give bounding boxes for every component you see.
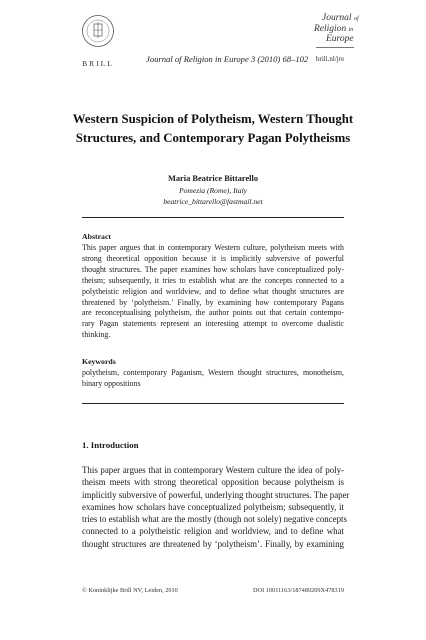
divider-top [82, 217, 344, 218]
introduction-line: theism meets with strong theoretical opposition because polytheism is [82, 477, 344, 488]
journal-logo [312, 14, 366, 47]
abstract-heading: Abstract [82, 232, 112, 241]
abstract-line: This paper argues that in contemporary Western culture, polytheism meets with [82, 243, 344, 252]
abstract-line: theism; subsequently, it tries to establish what are the concepts connected to a [82, 275, 344, 285]
abstract-line: thought structures. The paper examines how scholars have conceptualized poly- [82, 264, 344, 274]
introduction-body [82, 464, 350, 550]
title-line-2: Structures, and Contemporary Pagan Polytheisms [75, 130, 351, 145]
brill-seal-icon [81, 14, 115, 48]
author-email[interactable]: beatrice_bittarello@fastmail.net [163, 196, 263, 206]
copyright-notice: © Koninklijke Brill NV, Leiden, 2010 [82, 587, 178, 594]
article-title [40, 110, 386, 147]
journal-logo-line1: Journal [322, 13, 352, 23]
abstract-body [82, 243, 344, 341]
keywords-heading: Keywords [82, 357, 116, 366]
doi-reference: DOI 10011163/187489209X478319 [252, 587, 344, 594]
keywords-body [82, 368, 344, 390]
journal-logo-line3: Europe [326, 34, 354, 44]
publisher-url: brill.nl/jre [316, 55, 345, 63]
title-line-1: Western Suspicion of Polytheism, Western Thought [72, 112, 354, 126]
abstract-line: are reconceptualising polytheism, the author points out that certain contempo- [82, 308, 344, 318]
divider-bottom [82, 403, 344, 404]
abstract-line: rary Pagan statements represent an interesting attempt to overcome dualistic [82, 319, 344, 329]
journal-logo-in: in [348, 26, 354, 33]
author-name: Maria Beatrice Bittarello [167, 174, 259, 183]
abstract-line: thinking. [82, 330, 111, 340]
logo-divider [316, 47, 354, 48]
brill-logo [76, 14, 120, 68]
introduction-line: tries to establish what are the mostly (though not solely) negative concepts [82, 514, 347, 525]
introduction-line: implicitly subversive of powerful, underlying thought structures. The paper [82, 489, 350, 500]
author-affiliation [40, 186, 386, 207]
journal-logo-of: of [353, 16, 359, 22]
keywords-line: polytheism, contemporary Paganism, Western thought structures, monotheism, [82, 368, 344, 377]
introduction-line: connected to a polytheistic religion and worldview, and to define what [82, 526, 344, 537]
abstract-line: threatened by ‘polytheism.’ Finally, by examining how contemporary Pagans [82, 297, 344, 307]
introduction-heading: 1. Introduction [82, 440, 139, 450]
publisher-name: BRILL [82, 59, 114, 68]
journal-logo-line2: Religion [314, 23, 347, 34]
journal-citation: Journal of Religion in Europe 3 (2010) 68–102 [146, 54, 309, 64]
introduction-line: This paper argues that in contemporary Western culture the idea of poly- [82, 465, 344, 475]
abstract-line: strong theoretical opposition because it is implicitly subversive of powerful [82, 253, 344, 263]
abstract-line: polytheistic religion and worldview, and to define what thought structures are [82, 286, 344, 296]
keywords-line: binary oppositions [82, 378, 141, 388]
introduction-line: thought structures are threatened by ‘polytheism’. Finally, by examining [82, 538, 344, 549]
author-location: Pomezia (Rome), Italy [178, 186, 248, 195]
introduction-line: examines how scholars have conceptualized polytheism; subsequently, it [82, 501, 344, 512]
